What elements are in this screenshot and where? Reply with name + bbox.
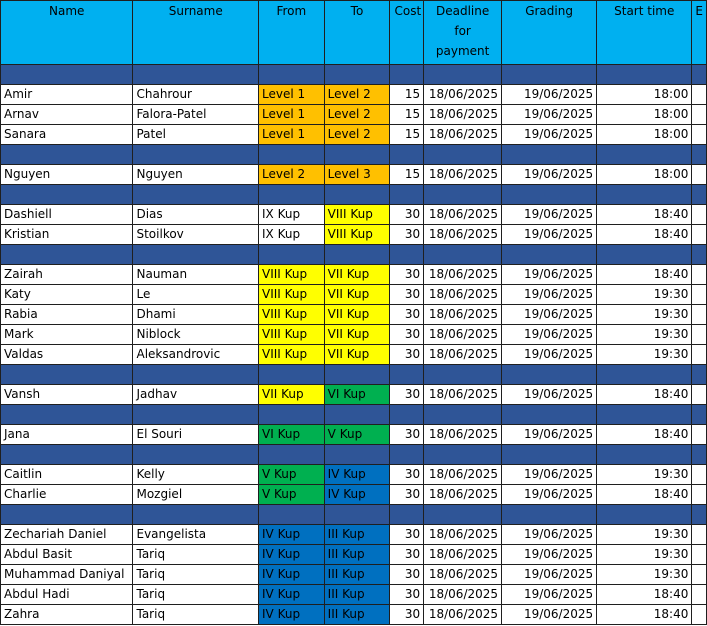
separator-cell[interactable]	[259, 505, 325, 525]
cell-start-time[interactable]: 18:40	[597, 425, 692, 445]
separator-cell[interactable]	[424, 185, 502, 205]
cell-extra[interactable]	[692, 105, 707, 125]
separator-cell[interactable]	[1, 505, 133, 525]
cell-surname[interactable]: Evangelista	[133, 525, 259, 545]
cell-start-time[interactable]: 19:30	[597, 465, 692, 485]
cell-from-level[interactable]: V Kup	[259, 485, 325, 505]
cell-deadline[interactable]: 18/06/2025	[424, 325, 502, 345]
separator-cell[interactable]	[133, 505, 259, 525]
cell-start-time[interactable]: 19:30	[597, 305, 692, 325]
cell-cost[interactable]: 30	[390, 465, 424, 485]
cell-cost[interactable]: 30	[390, 425, 424, 445]
cell-name[interactable]: Amir	[1, 85, 133, 105]
separator-cell[interactable]	[1, 405, 133, 425]
col-header-start-time[interactable]: Start time	[597, 1, 692, 65]
table-row	[1, 465, 707, 485]
cell-name[interactable]: Zechariah Daniel	[1, 525, 133, 545]
table-row	[1, 485, 707, 505]
cell-surname[interactable]: Stoilkov	[133, 225, 259, 245]
cell-extra[interactable]	[692, 265, 707, 285]
cell-from-level[interactable]: VIII Kup	[259, 305, 325, 325]
cell-to-level[interactable]: Level 3	[324, 165, 390, 185]
cell-from-level[interactable]: VI Kup	[259, 425, 325, 445]
cell-start-time[interactable]: 18:00	[597, 125, 692, 145]
cell-grading-date[interactable]: 19/06/2025	[502, 285, 597, 305]
table-row	[1, 165, 707, 185]
group-separator-row	[1, 365, 707, 385]
cell-deadline[interactable]: 18/06/2025	[424, 605, 502, 625]
separator-cell[interactable]	[324, 505, 390, 525]
table-row	[1, 305, 707, 325]
cell-start-time[interactable]: 18:00	[597, 105, 692, 125]
table-row	[1, 585, 707, 605]
separator-cell[interactable]	[502, 185, 597, 205]
separator-cell[interactable]	[597, 245, 692, 265]
cell-deadline[interactable]: 18/06/2025	[424, 205, 502, 225]
cell-extra[interactable]	[692, 225, 707, 245]
cell-name[interactable]: Nguyen	[1, 165, 133, 185]
table-row	[1, 105, 707, 125]
cell-name[interactable]: Valdas	[1, 345, 133, 365]
cell-deadline[interactable]: 18/06/2025	[424, 485, 502, 505]
cell-cost[interactable]: 30	[390, 565, 424, 585]
cell-deadline[interactable]: 18/06/2025	[424, 465, 502, 485]
cell-surname[interactable]: Le	[133, 285, 259, 305]
separator-cell[interactable]	[259, 145, 325, 165]
cell-from-level[interactable]: VII Kup	[259, 385, 325, 405]
separator-cell[interactable]	[597, 405, 692, 425]
cell-cost[interactable]: 30	[390, 385, 424, 405]
separator-cell[interactable]	[692, 405, 707, 425]
separator-cell[interactable]	[259, 185, 325, 205]
col-header-extra[interactable]: E	[692, 1, 707, 65]
cell-from-level[interactable]: Level 1	[259, 125, 325, 145]
cell-to-level[interactable]: III Kup	[324, 605, 390, 625]
cell-to-level[interactable]: Level 2	[324, 85, 390, 105]
cell-deadline[interactable]: 18/06/2025	[424, 265, 502, 285]
table-row	[1, 565, 707, 585]
separator-cell[interactable]	[1, 65, 133, 85]
cell-grading-date[interactable]: 19/06/2025	[502, 385, 597, 405]
cell-cost[interactable]: 30	[390, 345, 424, 365]
cell-surname[interactable]: Falora-Patel	[133, 105, 259, 125]
table-row	[1, 425, 707, 445]
cell-cost[interactable]: 30	[390, 285, 424, 305]
cell-from-level[interactable]: IX Kup	[259, 225, 325, 245]
cell-to-level[interactable]: VI Kup	[324, 385, 390, 405]
table-row	[1, 385, 707, 405]
cell-name[interactable]: Zairah	[1, 265, 133, 285]
cell-start-time[interactable]: 18:40	[597, 265, 692, 285]
cell-surname[interactable]: El Souri	[133, 425, 259, 445]
cell-start-time[interactable]: 18:00	[597, 165, 692, 185]
cell-from-level[interactable]: IV Kup	[259, 525, 325, 545]
cell-cost[interactable]: 30	[390, 265, 424, 285]
cell-name[interactable]: Mark	[1, 325, 133, 345]
cell-from-level[interactable]: IV Kup	[259, 565, 325, 585]
separator-cell[interactable]	[133, 445, 259, 465]
cell-cost[interactable]: 30	[390, 585, 424, 605]
cell-name[interactable]: Vansh	[1, 385, 133, 405]
separator-cell[interactable]	[597, 365, 692, 385]
cell-deadline[interactable]: 18/06/2025	[424, 165, 502, 185]
table-row	[1, 265, 707, 285]
cell-surname[interactable]: Tariq	[133, 605, 259, 625]
cell-grading-date[interactable]: 19/06/2025	[502, 605, 597, 625]
cell-deadline[interactable]: 18/06/2025	[424, 425, 502, 445]
col-header-name[interactable]: Name	[1, 1, 133, 65]
cell-deadline[interactable]: 18/06/2025	[424, 105, 502, 125]
separator-cell[interactable]	[324, 365, 390, 385]
cell-grading-date[interactable]: 19/06/2025	[502, 345, 597, 365]
cell-deadline[interactable]: 18/06/2025	[424, 125, 502, 145]
cell-from-level[interactable]: IV Kup	[259, 545, 325, 565]
cell-surname[interactable]: Dhami	[133, 305, 259, 325]
cell-surname[interactable]: Kelly	[133, 465, 259, 485]
cell-from-level[interactable]: IV Kup	[259, 605, 325, 625]
group-separator-row	[1, 505, 707, 525]
cell-to-level[interactable]: Level 2	[324, 105, 390, 125]
cell-extra[interactable]	[692, 345, 707, 365]
cell-cost[interactable]: 30	[390, 525, 424, 545]
cell-grading-date[interactable]: 19/06/2025	[502, 485, 597, 505]
cell-cost[interactable]: 15	[390, 165, 424, 185]
separator-cell[interactable]	[597, 145, 692, 165]
cell-to-level[interactable]: IV Kup	[324, 485, 390, 505]
cell-to-level[interactable]: V Kup	[324, 425, 390, 445]
header-row	[1, 1, 707, 65]
cell-to-level[interactable]: VIII Kup	[324, 205, 390, 225]
cell-start-time[interactable]: 19:30	[597, 525, 692, 545]
cell-deadline[interactable]: 18/06/2025	[424, 545, 502, 565]
separator-cell[interactable]	[259, 365, 325, 385]
cell-grading-date[interactable]: 19/06/2025	[502, 125, 597, 145]
cell-grading-date[interactable]: 19/06/2025	[502, 325, 597, 345]
separator-cell[interactable]	[324, 245, 390, 265]
separator-cell[interactable]	[692, 445, 707, 465]
cell-extra[interactable]	[692, 605, 707, 625]
cell-name[interactable]: Abdul Basit	[1, 545, 133, 565]
cell-from-level[interactable]: IX Kup	[259, 205, 325, 225]
cell-to-level[interactable]: IV Kup	[324, 465, 390, 485]
cell-name[interactable]: Dashiell	[1, 205, 133, 225]
cell-extra[interactable]	[692, 325, 707, 345]
cell-grading-date[interactable]: 19/06/2025	[502, 225, 597, 245]
cell-to-level[interactable]: VII Kup	[324, 285, 390, 305]
separator-cell[interactable]	[502, 505, 597, 525]
cell-grading-date[interactable]: 19/06/2025	[502, 205, 597, 225]
cell-start-time[interactable]: 18:40	[597, 225, 692, 245]
cell-grading-date[interactable]: 19/06/2025	[502, 85, 597, 105]
separator-cell[interactable]	[424, 245, 502, 265]
separator-cell[interactable]	[133, 365, 259, 385]
cell-start-time[interactable]: 18:40	[597, 205, 692, 225]
table-row	[1, 285, 707, 305]
group-separator-row	[1, 445, 707, 465]
cell-cost[interactable]: 30	[390, 485, 424, 505]
cell-name[interactable]: Abdul Hadi	[1, 585, 133, 605]
separator-cell[interactable]	[424, 145, 502, 165]
separator-cell[interactable]	[502, 365, 597, 385]
cell-name[interactable]: Zahra	[1, 605, 133, 625]
col-header-to[interactable]: To	[324, 1, 390, 65]
cell-name[interactable]: Sanara	[1, 125, 133, 145]
cell-name[interactable]: Arnav	[1, 105, 133, 125]
separator-cell[interactable]	[502, 445, 597, 465]
separator-cell[interactable]	[692, 365, 707, 385]
cell-to-level[interactable]: III Kup	[324, 545, 390, 565]
col-header-cost[interactable]: Cost	[390, 1, 424, 65]
separator-cell[interactable]	[324, 445, 390, 465]
separator-cell[interactable]	[390, 445, 424, 465]
cell-start-time[interactable]: 18:40	[597, 485, 692, 505]
separator-cell[interactable]	[133, 65, 259, 85]
table-row	[1, 85, 707, 105]
table-row	[1, 205, 707, 225]
cell-cost[interactable]: 30	[390, 305, 424, 325]
separator-cell[interactable]	[502, 65, 597, 85]
separator-cell[interactable]	[390, 505, 424, 525]
cell-from-level[interactable]: VIII Kup	[259, 265, 325, 285]
table-row	[1, 525, 707, 545]
cell-cost[interactable]: 15	[390, 105, 424, 125]
cell-name[interactable]: Charlie	[1, 485, 133, 505]
separator-cell[interactable]	[597, 185, 692, 205]
separator-cell[interactable]	[259, 445, 325, 465]
cell-grading-date[interactable]: 19/06/2025	[502, 525, 597, 545]
cell-name[interactable]: Muhammad Daniyal	[1, 565, 133, 585]
cell-cost[interactable]: 30	[390, 545, 424, 565]
separator-cell[interactable]	[1, 145, 133, 165]
separator-cell[interactable]	[597, 65, 692, 85]
cell-name[interactable]: Jana	[1, 425, 133, 445]
separator-cell[interactable]	[424, 445, 502, 465]
separator-cell[interactable]	[424, 365, 502, 385]
cell-extra[interactable]	[692, 385, 707, 405]
cell-cost[interactable]: 15	[390, 125, 424, 145]
col-header-surname[interactable]: Surname	[133, 1, 259, 65]
cell-cost[interactable]: 30	[390, 605, 424, 625]
group-separator-row	[1, 185, 707, 205]
separator-cell[interactable]	[502, 245, 597, 265]
separator-cell[interactable]	[424, 505, 502, 525]
table-row	[1, 345, 707, 365]
cell-surname[interactable]: Dias	[133, 205, 259, 225]
cell-surname[interactable]: Chahrour	[133, 85, 259, 105]
cell-deadline[interactable]: 18/06/2025	[424, 585, 502, 605]
separator-cell[interactable]	[324, 65, 390, 85]
cell-surname[interactable]: Jadhav	[133, 385, 259, 405]
cell-extra[interactable]	[692, 85, 707, 105]
cell-deadline[interactable]: 18/06/2025	[424, 305, 502, 325]
cell-deadline[interactable]: 18/06/2025	[424, 525, 502, 545]
separator-cell[interactable]	[692, 65, 707, 85]
table-row	[1, 225, 707, 245]
separator-cell[interactable]	[1, 365, 133, 385]
cell-surname[interactable]: Tariq	[133, 545, 259, 565]
cell-surname[interactable]: Niblock	[133, 325, 259, 345]
separator-cell[interactable]	[1, 245, 133, 265]
cell-from-level[interactable]: Level 1	[259, 105, 325, 125]
cell-to-level[interactable]: VII Kup	[324, 325, 390, 345]
cell-start-time[interactable]: 18:40	[597, 385, 692, 405]
group-separator-row	[1, 65, 707, 85]
cell-from-level[interactable]: VIII Kup	[259, 345, 325, 365]
separator-cell[interactable]	[1, 445, 133, 465]
cell-surname[interactable]: Tariq	[133, 565, 259, 585]
cell-name[interactable]: Caitlin	[1, 465, 133, 485]
table-row	[1, 545, 707, 565]
cell-grading-date[interactable]: 19/06/2025	[502, 305, 597, 325]
cell-to-level[interactable]: III Kup	[324, 585, 390, 605]
cell-from-level[interactable]: V Kup	[259, 465, 325, 485]
separator-cell[interactable]	[390, 185, 424, 205]
cell-surname[interactable]: Nauman	[133, 265, 259, 285]
cell-extra[interactable]	[692, 565, 707, 585]
cell-extra[interactable]	[692, 125, 707, 145]
separator-cell[interactable]	[424, 405, 502, 425]
separator-cell[interactable]	[502, 145, 597, 165]
cell-surname[interactable]: Nguyen	[133, 165, 259, 185]
cell-extra[interactable]	[692, 205, 707, 225]
cell-from-level[interactable]: Level 2	[259, 165, 325, 185]
cell-extra[interactable]	[692, 545, 707, 565]
table-row	[1, 605, 707, 625]
cell-cost[interactable]: 30	[390, 325, 424, 345]
cell-start-time[interactable]: 18:00	[597, 85, 692, 105]
cell-to-level[interactable]: VII Kup	[324, 305, 390, 325]
separator-cell[interactable]	[324, 185, 390, 205]
separator-cell[interactable]	[133, 145, 259, 165]
cell-start-time[interactable]: 19:30	[597, 345, 692, 365]
cell-grading-date[interactable]: 19/06/2025	[502, 265, 597, 285]
cell-start-time[interactable]: 19:30	[597, 565, 692, 585]
cell-grading-date[interactable]: 19/06/2025	[502, 105, 597, 125]
cell-start-time[interactable]: 19:30	[597, 545, 692, 565]
cell-extra[interactable]	[692, 305, 707, 325]
cell-name[interactable]: Katy	[1, 285, 133, 305]
cell-to-level[interactable]: VIII Kup	[324, 225, 390, 245]
separator-cell[interactable]	[259, 245, 325, 265]
cell-start-time[interactable]: 19:30	[597, 325, 692, 345]
separator-cell[interactable]	[424, 65, 502, 85]
cell-extra[interactable]	[692, 285, 707, 305]
cell-deadline[interactable]: 18/06/2025	[424, 85, 502, 105]
cell-grading-date[interactable]: 19/06/2025	[502, 425, 597, 445]
cell-extra[interactable]	[692, 465, 707, 485]
cell-deadline[interactable]: 18/06/2025	[424, 225, 502, 245]
table-row	[1, 325, 707, 345]
cell-to-level[interactable]: VII Kup	[324, 265, 390, 285]
cell-deadline[interactable]: 18/06/2025	[424, 385, 502, 405]
separator-cell[interactable]	[259, 65, 325, 85]
cell-extra[interactable]	[692, 165, 707, 185]
separator-cell[interactable]	[692, 245, 707, 265]
cell-name[interactable]: Kristian	[1, 225, 133, 245]
cell-to-level[interactable]: Level 2	[324, 125, 390, 145]
cell-deadline[interactable]: 18/06/2025	[424, 565, 502, 585]
cell-extra[interactable]	[692, 485, 707, 505]
cell-from-level[interactable]: Level 1	[259, 85, 325, 105]
cell-grading-date[interactable]: 19/06/2025	[502, 585, 597, 605]
cell-name[interactable]: Rabia	[1, 305, 133, 325]
cell-extra[interactable]	[692, 425, 707, 445]
cell-from-level[interactable]: IV Kup	[259, 585, 325, 605]
col-header-deadline[interactable]: Deadline for payment	[424, 1, 502, 65]
separator-cell[interactable]	[390, 65, 424, 85]
separator-cell[interactable]	[324, 145, 390, 165]
cell-start-time[interactable]: 18:40	[597, 585, 692, 605]
cell-to-level[interactable]: VII Kup	[324, 345, 390, 365]
separator-cell[interactable]	[390, 365, 424, 385]
group-separator-row	[1, 145, 707, 165]
separator-cell[interactable]	[692, 185, 707, 205]
cell-grading-date[interactable]: 19/06/2025	[502, 545, 597, 565]
cell-start-time[interactable]: 19:30	[597, 285, 692, 305]
cell-from-level[interactable]: VIII Kup	[259, 325, 325, 345]
cell-cost[interactable]: 15	[390, 85, 424, 105]
cell-surname[interactable]: Mozgiel	[133, 485, 259, 505]
cell-grading-date[interactable]: 19/06/2025	[502, 565, 597, 585]
separator-cell[interactable]	[324, 405, 390, 425]
separator-cell[interactable]	[502, 405, 597, 425]
cell-extra[interactable]	[692, 585, 707, 605]
group-separator-row	[1, 405, 707, 425]
col-header-from[interactable]: From	[259, 1, 325, 65]
separator-cell[interactable]	[390, 145, 424, 165]
cell-surname[interactable]: Aleksandrovic	[133, 345, 259, 365]
cell-start-time[interactable]: 18:40	[597, 605, 692, 625]
cell-extra[interactable]	[692, 525, 707, 545]
cell-surname[interactable]: Tariq	[133, 585, 259, 605]
cell-cost[interactable]: 30	[390, 225, 424, 245]
group-separator-row	[1, 245, 707, 265]
cell-grading-date[interactable]: 19/06/2025	[502, 165, 597, 185]
separator-cell[interactable]	[390, 245, 424, 265]
cell-to-level[interactable]: III Kup	[324, 565, 390, 585]
cell-deadline[interactable]: 18/06/2025	[424, 345, 502, 365]
separator-cell[interactable]	[597, 445, 692, 465]
separator-cell[interactable]	[259, 405, 325, 425]
separator-cell[interactable]	[1, 185, 133, 205]
separator-cell[interactable]	[133, 185, 259, 205]
cell-to-level[interactable]: III Kup	[324, 525, 390, 545]
separator-cell[interactable]	[133, 405, 259, 425]
cell-from-level[interactable]: VIII Kup	[259, 285, 325, 305]
separator-cell[interactable]	[390, 405, 424, 425]
col-header-grading[interactable]: Grading	[502, 1, 597, 65]
separator-cell[interactable]	[133, 245, 259, 265]
separator-cell[interactable]	[692, 145, 707, 165]
table-row	[1, 125, 707, 145]
cell-grading-date[interactable]: 19/06/2025	[502, 465, 597, 485]
cell-surname[interactable]: Patel	[133, 125, 259, 145]
cell-cost[interactable]: 30	[390, 205, 424, 225]
cell-deadline[interactable]: 18/06/2025	[424, 285, 502, 305]
separator-cell[interactable]	[597, 505, 692, 525]
separator-cell[interactable]	[692, 505, 707, 525]
